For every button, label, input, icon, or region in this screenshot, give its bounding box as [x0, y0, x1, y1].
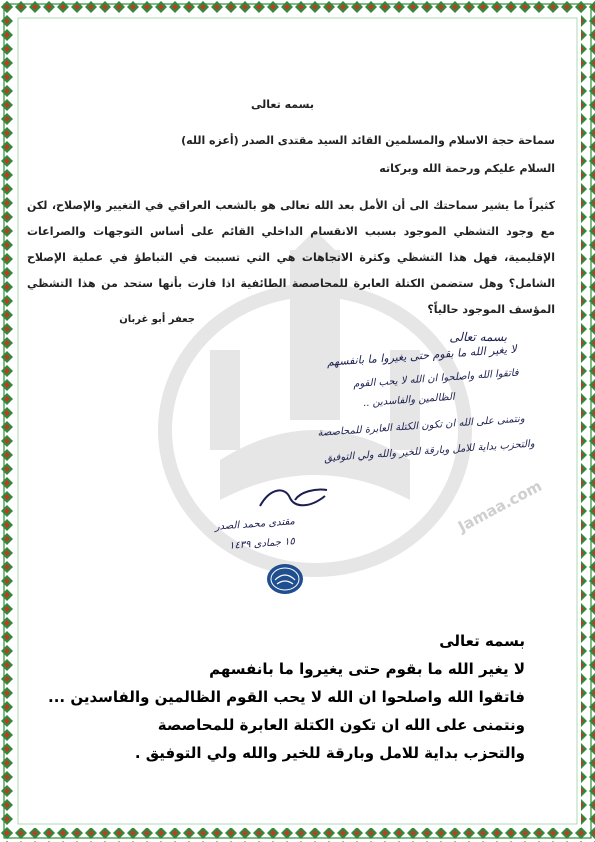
signature-date: ١٥ جمادى ١٤٣٩ [228, 536, 296, 552]
letter-sender: جعفر أبو غربان [119, 314, 195, 325]
letter-addressee: سماحة حجة الاسلام والمسلمين القائد السيد مقتدى الصدر (أعزه الله) [181, 134, 555, 147]
letter-greeting: السلام عليكم ورحمة الله وبركاته [379, 162, 555, 175]
handwritten-line: لا يغير الله ما بقوم حتى يغيروا ما بانفسهم [326, 342, 518, 369]
letter-basmala: بسمه تعالى [251, 98, 314, 111]
transcription-line: ونتمنى على الله ان تكون الكتلة العابرة للمحاصصة [157, 716, 525, 734]
handwritten-line: الظالمين والفاسدين .. [362, 391, 456, 410]
signature-name: مقتدى محمد الصدر [214, 516, 296, 533]
transcription-line: فاتقوا الله واصلحوا ان الله لا يحب القوم الظالمين والفاسدين ... [48, 688, 525, 706]
transcription-line: بسمه تعالى [439, 632, 525, 650]
watermark-url: Jamaa.com [455, 476, 545, 536]
transcription-line: والتحزب بداية للامل وبارقة للخير والله ولي التوفيق . [134, 744, 525, 762]
handwritten-signature-icon [255, 478, 335, 518]
official-seal-icon [265, 562, 305, 596]
handwritten-basmala: بسمه تعالى [449, 330, 507, 344]
handwritten-line: والتحزب بداية للامل وبارقة للخير والله ولي التوفيق [323, 438, 535, 465]
letter-question: كثيراً ما يشير سماحتك الى أن الأمل بعد الله تعالى هو بالشعب العراقي في التغيير والإصلاح، لكن مع وجود التشظي الموجود بسبب الانقسام الداخلي القائم على أساس التوجهات والصراعات الإقليمية، فهل هذا التشظي وكثرة الاتجاهات هي التي تسببت في التباطؤ في عملية الإصلاح الشامل؟ وهل ستضمن الكتلة العابرة للمحاصصة الطائفية اذا فازت بأنها ستحد من هذا التشظي المؤسف الموجود حالياً؟ [27, 199, 555, 316]
handwritten-line: ونتمنى على الله ان تكون الكتلة العابرة للمحاصصة [317, 413, 525, 439]
handwritten-line: فاتقوا الله واصلحوا ان الله لا يحب القوم [352, 367, 520, 391]
transcription-line: لا يغير الله ما بقوم حتى يغيروا ما بانفسهم [209, 660, 525, 678]
